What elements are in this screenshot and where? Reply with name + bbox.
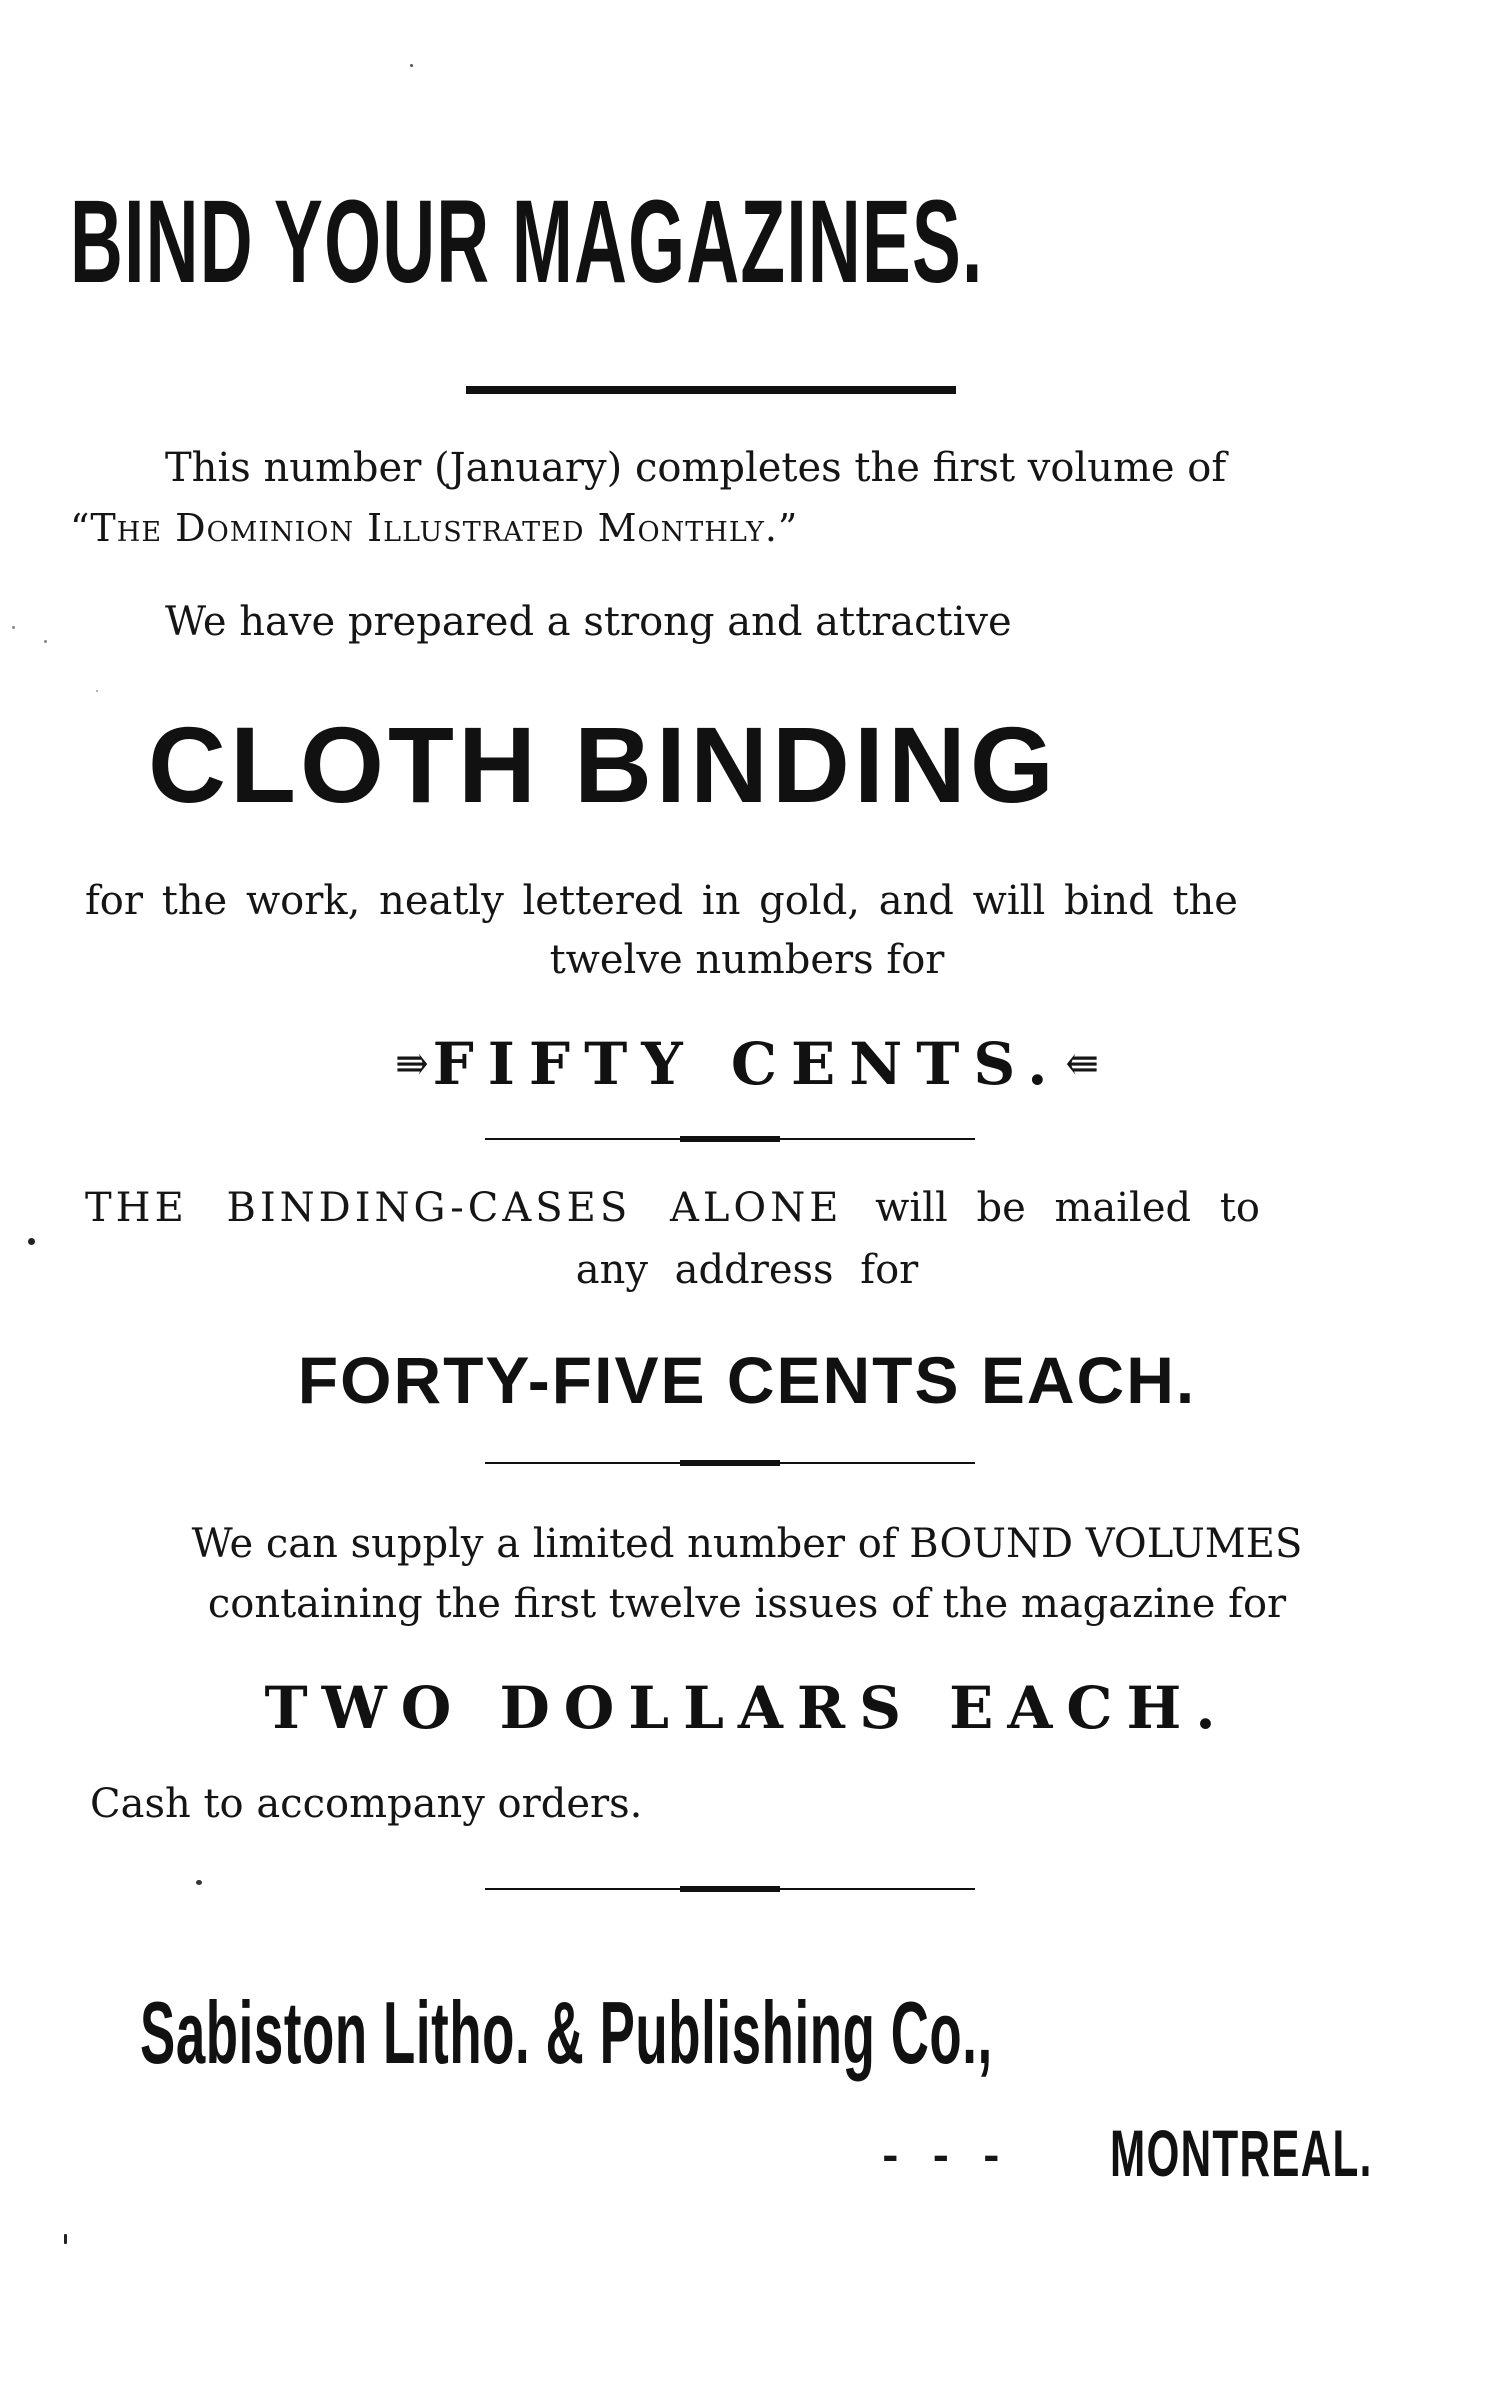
volumes-text-line-1: We can supply a limited number of BOUND VOLUMES [191, 1521, 1303, 1567]
ornament-right-icon: ⇚ [1065, 1041, 1099, 1087]
cash-note: Cash to accompany orders. [90, 1781, 643, 1827]
binding-text-line-2: twelve numbers for [549, 937, 945, 983]
cases-rest: will be mailed to [875, 1185, 1260, 1231]
headline: BIND YOUR MAGAZINES. [70, 176, 984, 308]
cases-text-line-2: any address for [575, 1247, 919, 1293]
price-two-dollars: TWO DOLLARS EACH. [264, 1674, 1230, 1742]
divider-1-center [680, 1136, 780, 1142]
ornament-left-icon: ⇛ [395, 1041, 429, 1087]
divider-3-center [680, 1886, 780, 1892]
intro-line-2: “The Dominion Illustrated Monthly.” [70, 506, 799, 550]
headline-rule [466, 386, 956, 394]
price-fifty-cents: FIFTY CENTS. [432, 1030, 1062, 1098]
print-speck [96, 690, 98, 692]
binding-title: CLOTH BINDING [148, 704, 1058, 825]
print-speck [44, 640, 47, 643]
volumes-text-line-2: containing the first twelve issues of the magazine for [207, 1581, 1287, 1627]
cases-text-line-1 [85, 1180, 1375, 1236]
divider-2-center [680, 1460, 780, 1466]
print-speck [28, 1238, 35, 1245]
binding-text-line-1: for the work, neatly lettered in gold, and will bind the [85, 878, 1238, 924]
intro-line-3: We have prepared a strong and attractive [165, 599, 1012, 645]
print-speck [196, 1880, 202, 1885]
price-fifty-cents-row [0, 1030, 1494, 1098]
location: MONTREAL. [1110, 2116, 1373, 2190]
cases-caps: THE BINDING-CASES ALONE [85, 1185, 843, 1231]
print-speck [12, 626, 15, 629]
intro-line-1: This number (January) completes the first volume of [165, 445, 1227, 491]
price-forty-five-cents: FORTY-FIVE CENTS EACH. [297, 1343, 1197, 1417]
location-dashes: - - - [882, 2132, 1000, 2179]
publisher-name: Sabiston Litho. & Publishing Co., [140, 1983, 993, 2082]
print-speck [64, 2234, 67, 2244]
print-speck [410, 64, 413, 67]
